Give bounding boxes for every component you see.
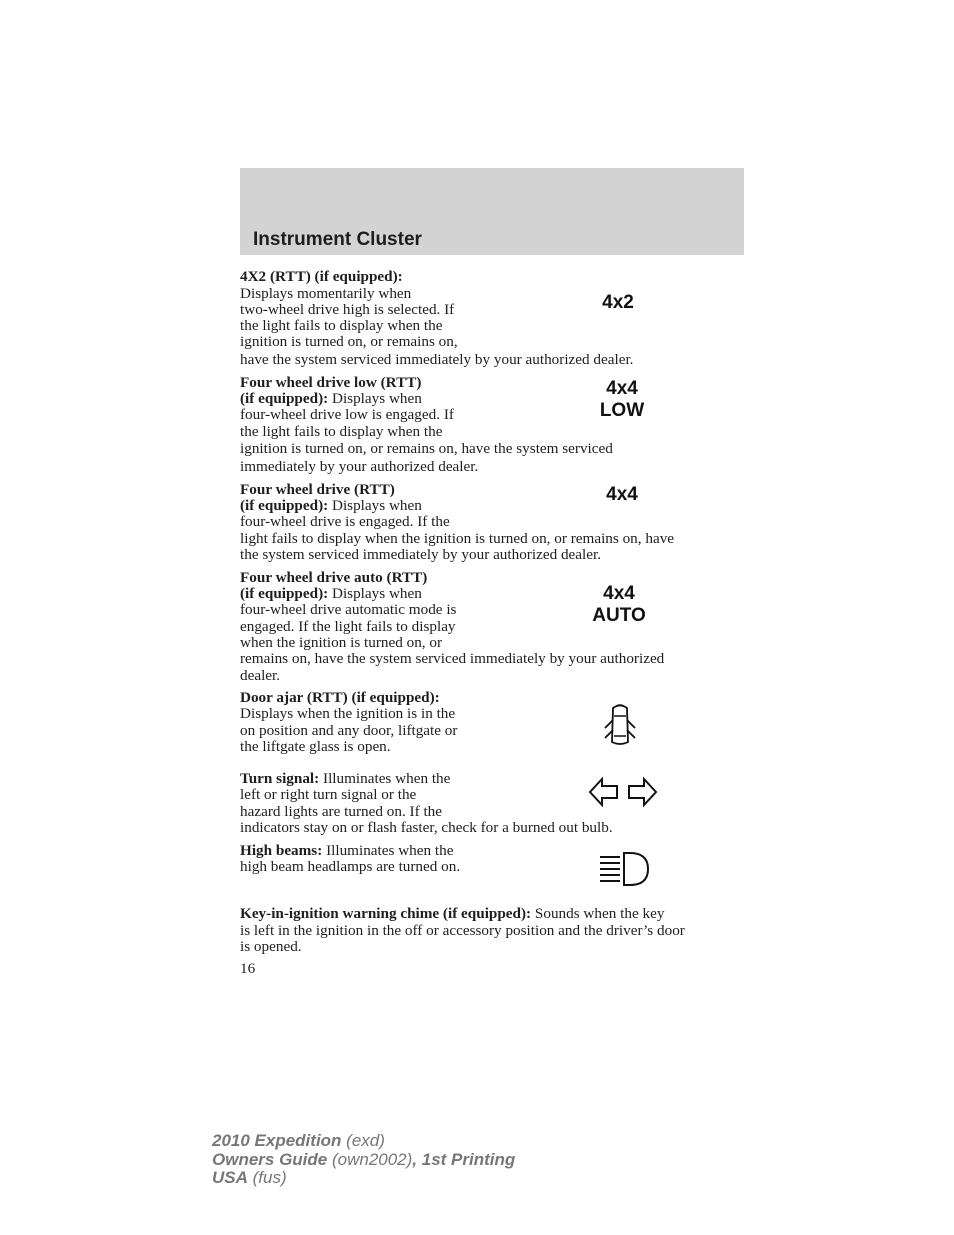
text-line: Four wheel drive low (RTT) [240,374,422,391]
text-line: the light fails to display when the [240,423,443,440]
text-line: Turn signal: Illuminates when the [240,770,451,787]
text-line: high beam headlamps are turned on. [240,858,461,875]
text-line: (if equipped): Displays when [240,585,422,602]
text-line: dealer. [240,667,281,684]
text-line: two-wheel drive high is selected. If [240,301,455,318]
footer-line: Owners Guide (own2002), 1st Printing [212,1150,516,1169]
text-line: when the ignition is turned on, or [240,634,443,651]
text-line: 4X2 (RTT) (if equipped): [240,268,403,285]
text-line: High beams: Illuminates when the [240,842,454,859]
text-line: the system serviced immediately by your authorized dealer. [240,546,602,563]
text-line: four-wheel drive is engaged. If the [240,513,450,530]
text-line: Door ajar (RTT) (if equipped): [240,689,440,706]
text-line: (if equipped): Displays when [240,390,422,407]
section-title: Instrument Cluster [253,229,422,250]
4x4-indicator-icon: 4x4 [606,484,638,505]
footer-line: USA (fus) [212,1168,287,1187]
text-line: is left in the ignition in the off or accessory position and the driver’s door [240,922,685,939]
turn-signal-left-icon [588,776,620,808]
text-line: Key-in-ignition warning chime (if equipped): Sounds when the key [240,905,665,922]
door-ajar-icon [600,702,640,748]
text-line: Four wheel drive auto (RTT) [240,569,428,586]
text-line: hazard lights are turned on. If the [240,803,442,820]
text-line: Displays when the ignition is in the [240,705,456,722]
footer-line: 2010 Expedition (exd) [212,1131,385,1150]
text-line: (if equipped): Displays when [240,497,422,514]
text-line: have the system serviced immediately by your authorized dealer. [240,351,634,368]
text-line: the light fails to display when the [240,317,443,334]
text-line: the liftgate glass is open. [240,738,391,755]
text-line: Four wheel drive (RTT) [240,481,395,498]
symbol-line-bottom: LOW [599,400,645,421]
text-line: four-wheel drive automatic mode is [240,601,457,618]
text-line: immediately by your authorized dealer. [240,458,479,475]
text-line: light fails to display when the ignition is turned on, or remains on, have [240,530,675,547]
4x4-low-indicator-icon [590,378,654,422]
text-line: left or right turn signal or the [240,786,417,803]
text-line: on position and any door, liftgate or [240,722,458,739]
text-line: Displays momentarily when [240,285,412,302]
high-beam-icon [598,850,652,888]
text-line: remains on, have the system serviced immediately by your authorized [240,650,665,667]
text-line: engaged. If the light fails to display [240,618,456,635]
text-line: indicators stay on or flash faster, check for a burned out bulb. [240,819,613,836]
page-number: 16 [240,960,256,977]
symbol-line-top: 4x4 [606,378,638,399]
turn-signal-right-icon [626,776,658,808]
4x2-indicator-icon: 4x2 [602,292,634,313]
text-line: is opened. [240,938,302,955]
4x4-auto-indicator-icon [586,583,652,627]
symbol-line-top: 4x4 [603,583,635,604]
symbol-line-bottom: AUTO [592,605,646,626]
text-line: four-wheel drive low is engaged. If [240,406,454,423]
text-line: ignition is turned on, or remains on, [240,333,458,350]
text-line: ignition is turned on, or remains on, have the system serviced [240,440,613,457]
